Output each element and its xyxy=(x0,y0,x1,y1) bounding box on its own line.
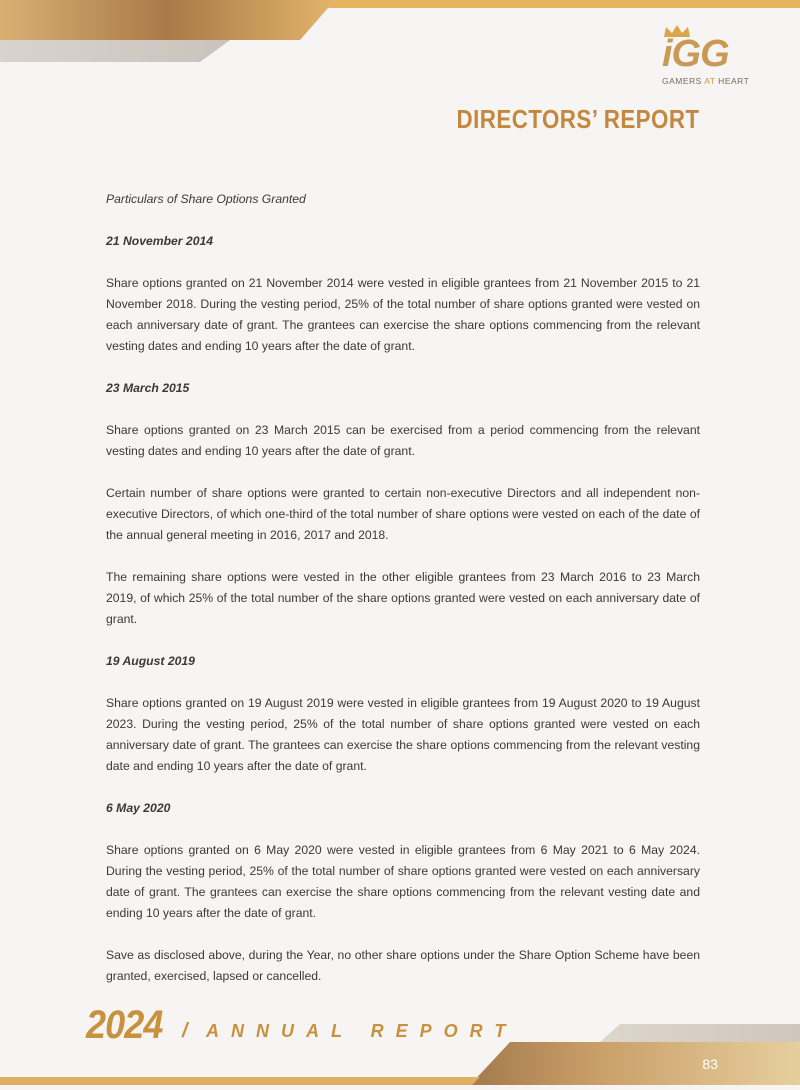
paragraph: Share options granted on 23 March 2015 can be exercised from a period commencing from the relevant vesting dates and ending 10 years after the date of grant. xyxy=(106,423,700,458)
logo-wordmark: iGG xyxy=(662,33,729,75)
footer-separator: / xyxy=(182,1020,188,1042)
paragraph: Certain number of share options were granted to certain non-executive Directors and all independent non-executive Directors, of which one-third of the total number of share options were vested on each of the date of the annual general meeting in 2016, 2017 and 2018. xyxy=(106,486,700,542)
footer-annual-report: ANNUAL REPORT xyxy=(206,1021,518,1041)
section-label: Particulars of Share Options Granted xyxy=(106,192,306,206)
logo-tagline: GAMERS AT HEART xyxy=(662,76,750,86)
footer-year: 2024 xyxy=(86,1003,163,1047)
report-section-title: DIRECTORS’ REPORT xyxy=(457,104,700,134)
company-logo xyxy=(660,24,756,88)
paragraph: Share options granted on 21 November 2014 were vested in eligible grantees from 21 November 2015 to 21 November 2018. During the vesting period, 25% of the total number of share options granted were vested on each anniversary date of grant. The grantees can exercise the share options commencing from the relevant vesting dates and ending 10 years after the date of grant. xyxy=(106,276,700,353)
grant-date-heading: 23 March 2015 xyxy=(106,381,190,395)
grant-date-heading: 6 May 2020 xyxy=(106,801,171,815)
paragraph: Share options granted on 19 August 2019 were vested in eligible grantees from 19 August 2020 to 19 August 2023. During the vesting period, 25% of the total number of share options granted were vested on each anniversary date of grant. The grantees can exercise the share options commencing from the relevant vesting date and ending 10 years after the date of grant. xyxy=(106,696,700,773)
grant-date-heading: 19 August 2019 xyxy=(106,654,195,668)
paragraph: Save as disclosed above, during the Year, no other share options under the Share Option Scheme have been granted, exercised, lapsed or cancelled. xyxy=(106,948,700,983)
paragraph: The remaining share options were vested in the other eligible grantees from 23 March 2016 to 23 March 2019, of which 25% of the total number of the share options granted were vested on each anniversary date of grant. xyxy=(106,570,700,626)
page-number: 83 xyxy=(702,1056,718,1072)
report-body xyxy=(106,189,700,987)
paragraph: Share options granted on 6 May 2020 were vested in eligible grantees from 6 May 2021 to 6 May 2024. During the vesting period, 25% of the total number of share options granted were vested on each anniversary date of grant. The grantees can exercise the share options commencing from the relevant vesting date and ending 10 years after the date of grant. xyxy=(106,843,700,920)
grant-date-heading: 21 November 2014 xyxy=(106,234,214,248)
